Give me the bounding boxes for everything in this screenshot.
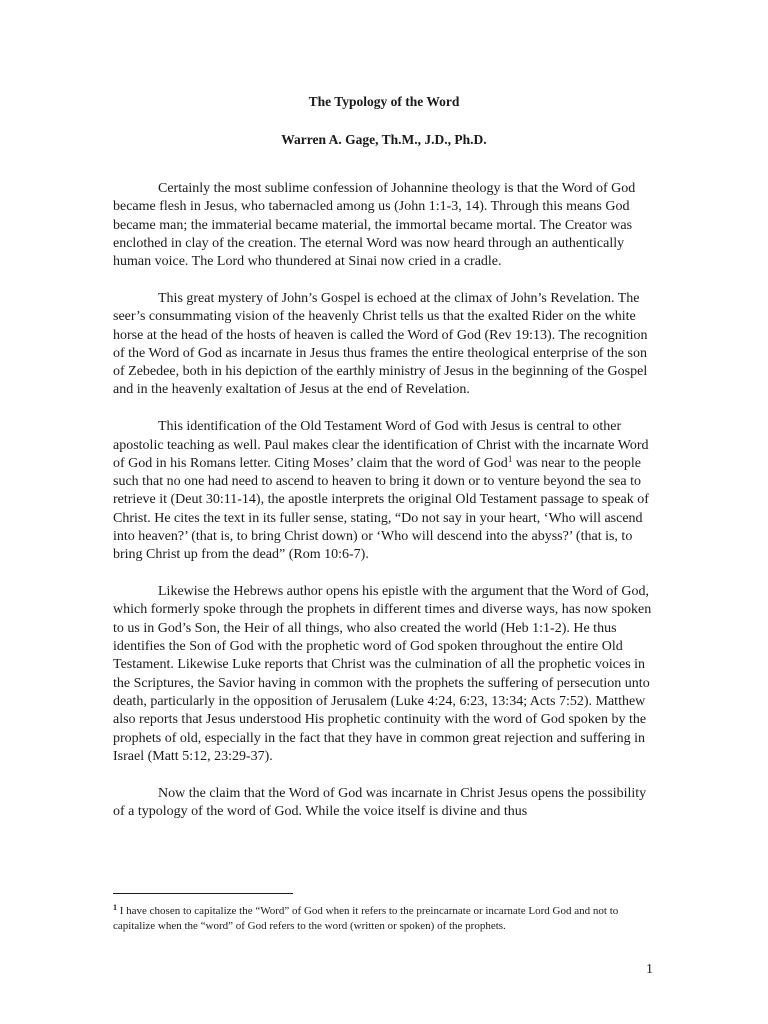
paragraph-3-text-before-note: This identification of the Old Testament Word of God with Jesus is central to other apostolic teaching as well. Paul makes clear the identification of Christ with the incarnate Word of God in his Romans letter. Citing Moses’ claim that the word of God — [113, 419, 649, 471]
footnote — [113, 900, 658, 934]
document-body — [113, 180, 658, 821]
document-title: The Typology of the Word — [308, 94, 460, 109]
paragraph-1: Certainly the most sublime confession of Johannine theology is that the Word of God became flesh in Jesus, who tabernacled among us (John 1:1-3, 14). Through this means God became man; the immaterial became material, the immortal became mortal. The Creator was enclothed in clay of the creation. The eternal Word was now heard through an authentically human voice. The Lord who thundered at Sinai now cried in a cradle. — [113, 181, 636, 270]
paragraph-5: Now the claim that the Word of God was incarnate in Christ Jesus opens the possibility of a typology of the word of God. While the voice itself is divine and thus — [113, 785, 647, 819]
footnote-marker: 1 — [113, 903, 117, 912]
footnote-text: I have chosen to capitalize the “Word” of God when it refers to the preincarnate or incarnate Lord God and not to capitalize when the “word” of God refers to the word (written or spoken) of the prophets. — [113, 905, 619, 932]
paragraph-4: Likewise the Hebrews author opens his epistle with the argument that the Word of God, which formerly spoke through the prophets in different times and diverse ways, has now spoken to us in God’s Son, the Heir of all things, who also created the world (Heb 1:1-2). He thus identifies the Son of God with the prophetic word of God spoken throughout the entire Old Testament. Likewise Luke reports that Christ was the culmination of all the prophetic voices in the Scriptures, the Savior having in common with the prophets the suffering of persecution unto death, particularly in the opposition of Jerusalem (Luke 4:24, 6:23, 13:34; Acts 7:52). Matthew also reports that Jesus understood His prophetic continuity with the word of God spoken by the prophets of old, especially in the fact that they have in common great rejection and suffering in Israel (Matt 5:12, 23:29-37). — [113, 584, 652, 764]
paragraph-2: This great mystery of John’s Gospel is echoed at the climax of John’s Revelation. The seer’s consummating vision of the heavenly Christ tells us that the exalted Rider on the white horse at the head of the hosts of heaven is called the Word of God (Rev 19:13). The recognition of the Word of God as incarnate in Jesus thus frames the entire theological enterprise of the son of Zebedee, both in his depiction of the earthly ministry of Jesus in the beginning of the Gospel and in the heavenly exaltation of Jesus at the end of Revelation. — [113, 290, 648, 398]
footnote-divider — [113, 893, 293, 894]
footnote-reference[interactable]: 1 — [507, 453, 513, 464]
document-author: Warren A. Gage, Th.M., J.D., Ph.D. — [281, 132, 487, 147]
page-number: 1 — [646, 962, 653, 977]
paragraph-3-text-after-note: was near to the people such that no one had need to ascend to heaven to bring it down or to venture beyond the sea to retrieve it (Deut 30:11-14), the apostle interprets the original Old Testament passage to speak of Christ. He cites the text in its fuller sense, stating, “Do not say in your heart, ‘Who will ascend into heaven?’ (that is, to bring Christ down) or ‘Who will descend into the abyss?’ (that is, to bring Christ up from the dead” (Rom 10:6-7). — [113, 455, 649, 563]
paragraph-3 — [113, 418, 658, 564]
